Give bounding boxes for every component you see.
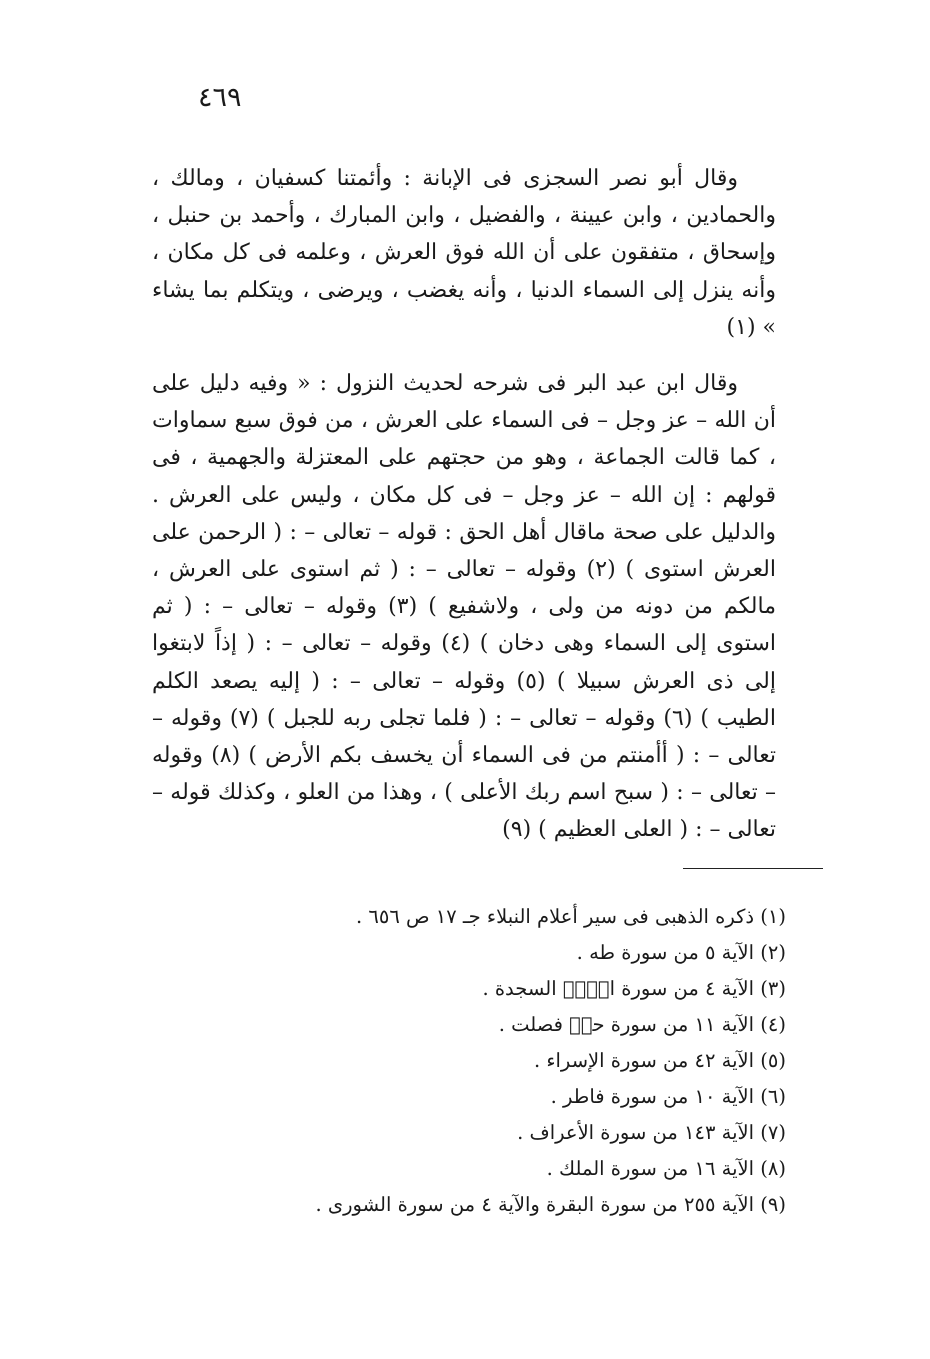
footnote-8: (٨) الآية ١٦ من سورة الملك . [546, 1157, 786, 1180]
footnotes-list [240, 899, 786, 1223]
page-number: ٤٦٩ [198, 82, 242, 113]
footnote-4: (٤) الآية ١١ من سورة حمۤ فصلت . [498, 1013, 786, 1036]
footnote-7: (٧) الآية ١٤٣ من سورة الأعراف . [517, 1121, 786, 1144]
footnote-6: (٦) الآية ١٠ من سورة فاطر . [550, 1085, 786, 1108]
footnote-2: (٢) الآية ٥ من سورة طه . [576, 941, 786, 964]
footnote-9: (٩) الآية ٢٥٥ من سورة البقرة والآية ٤ من سورة الشورى . [315, 1193, 786, 1216]
paragraph-sijzi-quote: وقال أبو نصر السجزى فى الإبانة : وأئمتنا كسفيان ، ومالك ، والحمادين ، وابن عيينة ، والفضيل ، وابن المبارك ، وأحمد بن حنبل ، وإسحاق ، متفقون على أن الله فوق العرش ، وعلمه فى كل مكان ، وأنه ينزل إلى السماء الدنيا ، وأنه يغضب ، ويرضى ، ويتكلم بما يشاء » (١) [152, 166, 776, 340]
footnote-separator [683, 868, 823, 869]
footnote-1: (١) ذكره الذهبى فى سير أعلام النبلاء جـ ١٧ ص ٦٥٦ . [355, 905, 786, 928]
paragraph-ibn-abd-al-barr-quote: وقال ابن عبد البر فى شرحه لحديث النزول : « وفيه دليل على أن الله – عز وجل – فى السماء على العرش ، من فوق سبع سماوات ، كما قالت الجماعة ، وهو من حجتهم على المعتزلة والجهمية ، فى قولهم : إن الله – عز وجل – فى كل مكان ، وليس على العرش . والدليل على صحة ماقال أهل الحق : قوله – تعالى – : ( الرحمن على العرش استوى ) (٢) وقوله – تعالى – : ( ثم استوى على العرش ، مالكم من دونه من ولى ، ولاشفيع ) (٣) وقوله – تعالى – : ( ثم استوى إلى السماء وهى دخان ) (٤) وقوله – تعالى – : ( إذاً لابتغوا إلى ذى العرش سبيلا ) (٥) وقوله – تعالى – : ( إليه يصعد الكلم الطيب ) (٦) وقوله – تعالى – : ( فلما تجلى ربه للجبل ) (٧) وقوله – تعالى – : ( أأمنتم من فى السماء أن يخسف بكم الأرض ) (٨) وقوله – تعالى – : ( سبح اسم ربك الأعلى ) ، وهذا من العلو ، وكذلك قوله – تعالى – : ( العلى العظيم ) (٩) [152, 371, 776, 843]
main-text [152, 160, 776, 849]
footnote-3: (٣) الآية ٤ من سورة الۤمۤ السجدة . [482, 977, 786, 1000]
footnote-5: (٥) الآية ٤٢ من سورة الإسراء . [533, 1049, 786, 1072]
